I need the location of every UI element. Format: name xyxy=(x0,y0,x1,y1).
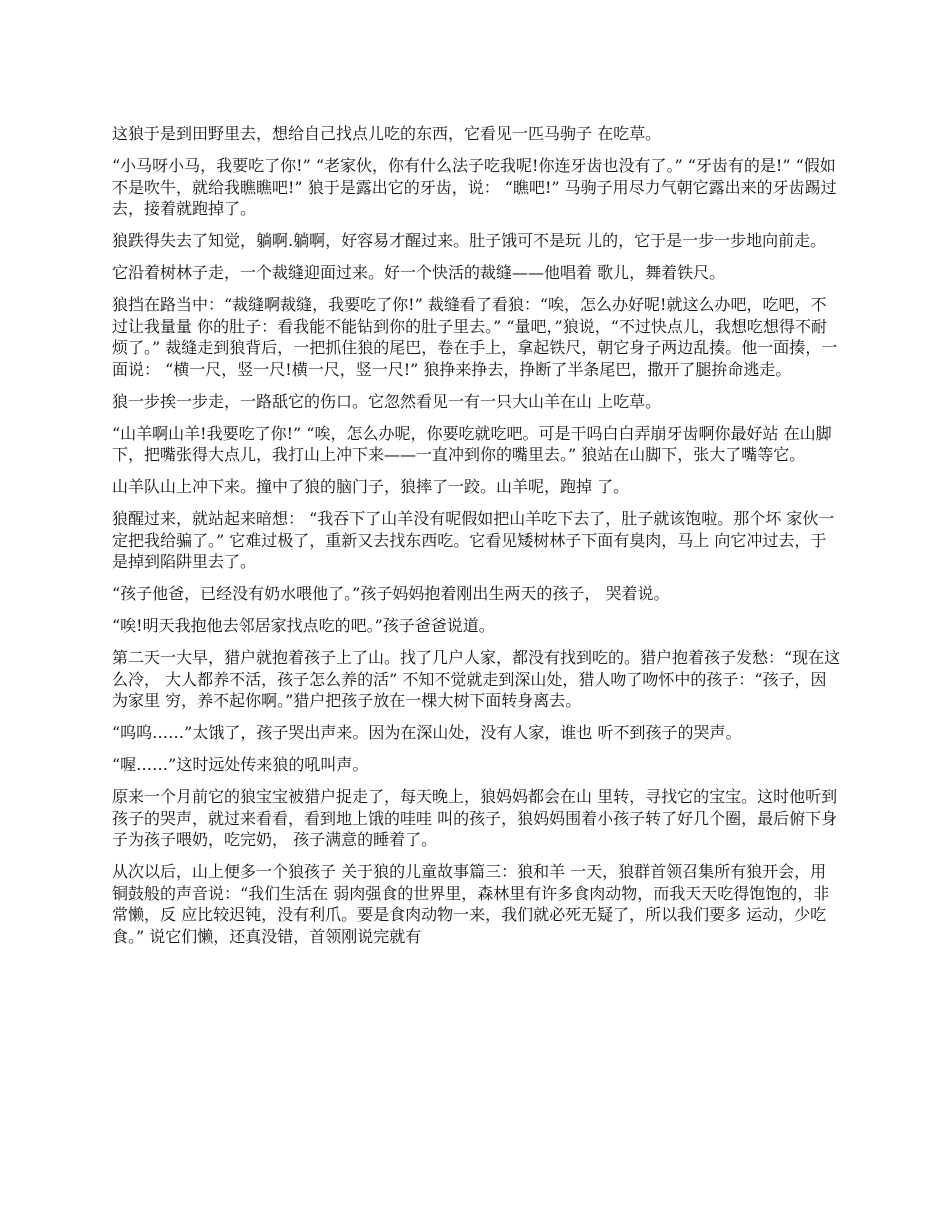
paragraph: “孩子他爸，已经没有奶水喂他了。”孩子妈妈抱着刚出生两天的孩子， 哭着说。 xyxy=(112,584,670,603)
paragraph: “喔……”这时远处传来狼的吼叫声。 xyxy=(112,755,369,774)
paragraph: 狼一步挨一步走，一路舐它的伤口。它忽然看见一有一只大山羊在山 上吃草。 xyxy=(112,391,662,411)
paragraph: 从次以后，山上便多一个狼孩子 关于狼的儿童故事篇三：狼和羊 一天，狼群首领召集所有狼开会，用铜鼓般的声音说：“我们生活在 弱肉强食的世界里，森林里有许多食肉动物，而我天天吃得饱饱的，非常懒，反 应比较迟钝，没有利爪。要是食肉动物一来，我们就必死无疑了，所以我们要多 运动，少吃食。” 说它们懒，还真没错，首领刚说完就有 xyxy=(112,862,830,946)
paragraph: 它沿着树林子走，一个裁缝迎面过来。好一个快活的裁缝——他唱着 歌儿，舞着铁尺。 xyxy=(112,263,726,282)
paragraph: 第二天一大早，猎户就抱着孩子上了山。找了几户人家，都没有找到吃的。猎户抱着孩子发愁：“现在这么冷， 大人都养不活，孩子怎么养的活” 不知不觉就走到深山处，猎人吻了吻怀中的孩子：“孩子，因为家里 穷，养不起你啊。”猎户把孩子放在一棵大树下面转身离去。 xyxy=(112,648,841,710)
paragraph: 狼跌得失去了知觉，躺啊.躺啊，好容易才醒过来。肚子饿可不是玩 儿的，它于是一步一步地向前走。 xyxy=(112,231,827,250)
paragraph: “唉!明天我抱他去邻居家找点吃的吧。”孩子爸爸说道。 xyxy=(112,616,495,635)
paragraph: 原来一个月前它的狼宝宝被猎户捉走了，每天晚上，狼妈妈都会在山 里转，寻找它的宝宝。这时他听到孩子的哭声，就过来看看，看到地上饿的哇哇 叫的孩子，狼妈妈围着小孩子转了好几个圈，最后俯下身子为孩子喂奶，吃完奶， 孩子满意的睡着了。 xyxy=(112,787,838,849)
paragraph: “呜呜……”太饿了，孩子哭出声来。因为在深山处，没有人家，谁也 听不到孩子的哭声。 xyxy=(112,723,742,742)
paragraph: “山羊啊山羊!我要吃了你!” “唉，怎么办呢，你要吃就吃吧。可是干吗白白弄崩牙齿啊你最好站 在山脚下，把嘴张得大点儿，我打山上冲下来——一直冲到你的嘴里去。” 狼站在山脚下，张大了嘴等它。 xyxy=(112,423,832,464)
paragraph: 这狼于是到田野里去，想给自己找点儿吃的东西，它看见一匹马驹子 在吃草。 xyxy=(112,124,662,143)
document-page xyxy=(112,123,842,958)
paragraph: 狼挡在路当中：“裁缝啊裁缝，我要吃了你!” 裁缝看了看狼：“唉，怎么办好呢!就这么办吧，吃吧，不过让我量量 你的肚子：看我能不能钻到你的肚子里去。” “量吧，”狼说，“不过快点儿，我想吃想得不耐烦了。” 裁缝走到狼背后，一把抓住狼的尾巴，卷在手上，拿起铁尺，朝它身子两边乱揍。他一面揍，一面说： “横一尺，竖一尺!横一尺，竖一尺!” 狼挣来挣去，挣断了半条尾巴，撒开了腿拚命逃走。 xyxy=(112,295,838,379)
paragraph: 山羊队山上冲下来。撞中了狼的脑门子，狼摔了一跤。山羊呢，跑掉 了。 xyxy=(112,477,630,496)
paragraph: 狼醒过来，就站起来暗想： “我吞下了山羊没有呢假如把山羊吃下去了，肚子就该饱啦。那个坏 家伙一定把我给骗了。” 它难过极了，重新又去找东西吃。它看见矮树林子下面有臭肉，马上 向它冲过去，于是掉到陷阱里去了。 xyxy=(112,509,835,571)
paragraph: “小马呀小马，我要吃了你!” “老家伙，你有什么法子吃我呢!你连牙齿也没有了。” “牙齿有的是!” “假如不是吹牛，就给我瞧瞧吧!” 狼于是露出它的牙齿，说： “瞧吧!” 马驹子用尽力气朝它露出来的牙齿踢过去，接着就跑掉了。 xyxy=(112,156,837,218)
